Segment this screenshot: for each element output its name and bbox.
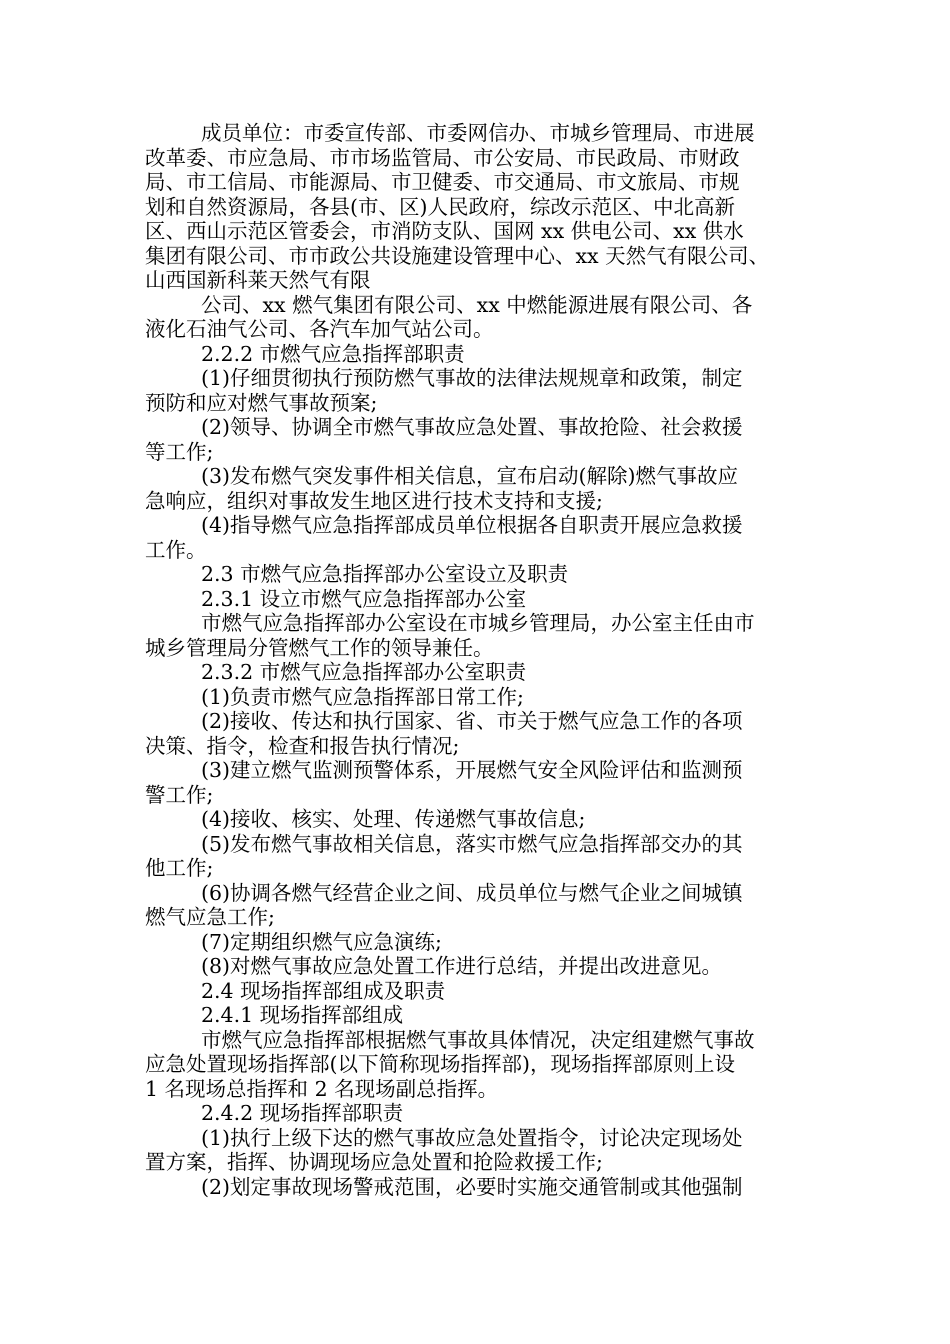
text-line: (2)接收、传达和执行国家、省、市关于燃气应急工作的各项 <box>201 709 743 733</box>
text-line: 决策、指令，检查和报告执行情况; <box>145 733 460 758</box>
text-line: 他工作; <box>145 856 214 880</box>
text-line: 局、市工信局、市能源局、市卫健委、市交通局、市文旅局、市规 <box>145 170 740 194</box>
text-line: 2.3.1 设立市燃气应急指挥部办公室 <box>201 586 527 611</box>
text-line: 燃气应急工作; <box>145 905 275 929</box>
text-line: 1 名现场总指挥和 2 名现场副总指挥。 <box>145 1076 499 1101</box>
text-line: (1)负责市燃气应急指挥部日常工作; <box>201 684 524 709</box>
text-line: (3)建立燃气监测预警体系，开展燃气安全风险评估和监测预 <box>201 758 743 782</box>
text-line: (2)划定事故现场警戒范围，必要时实施交通管制或其他强制 <box>201 1174 743 1199</box>
text-line: 置方案，指挥、协调现场应急处置和抢险救援工作; <box>145 1150 603 1174</box>
text-line: (4)接收、核实、处理、传递燃气事故信息; <box>201 807 586 831</box>
text-line: (6)协调各燃气经营企业之间、成员单位与燃气企业之间城镇 <box>201 880 743 905</box>
text-line: 警工作; <box>145 782 214 807</box>
text-line: 2.2.2 市燃气应急指挥部职责 <box>201 341 465 366</box>
text-line: 液化石油气公司、各汽车加气站公司。 <box>145 317 494 341</box>
text-line: (8)对燃气事故应急处置工作进行总结，并提出改进意见。 <box>201 954 723 978</box>
text-line: 公司、xx 燃气集团有限公司、xx 中燃能源进展有限公司、各 <box>201 292 753 317</box>
text-line: (3)发布燃气突发事件相关信息，宣布启动(解除)燃气事故应 <box>201 464 739 488</box>
text-line: (4)指导燃气应急指挥部成员单位根据各自职责开展应急救援 <box>201 513 743 537</box>
text-line: 等工作; <box>145 439 214 464</box>
text-line: 急响应，组织对事故发生地区进行技术支持和支援; <box>145 488 603 513</box>
text-line: 城乡管理局分管燃气工作的领导兼任。 <box>145 635 494 660</box>
text-line: (5)发布燃气事故相关信息，落实市燃气应急指挥部交办的其 <box>201 831 743 856</box>
text-line: 2.3.2 市燃气应急指挥部办公室职责 <box>201 660 527 684</box>
text-line: (1)执行上级下达的燃气事故应急处置指令，讨论决定现场处 <box>201 1125 743 1150</box>
text-line: 成员单位：市委宣传部、市委网信办、市城乡管理局、市进展 <box>201 121 755 145</box>
text-line: 应急处置现场指挥部(以下简称现场指挥部)，现场指挥部原则上设 <box>145 1052 735 1076</box>
text-line: 市燃气应急指挥部办公室设在市城乡管理局，办公室主任由市 <box>201 611 755 635</box>
text-line: 集团有限公司、市市政公共设施建设管理中心、xx 天然气有限公司、 <box>145 243 770 268</box>
text-line: 2.4.2 现场指挥部职责 <box>201 1101 404 1125</box>
text-line: 山西国新科莱天然气有限 <box>145 268 371 292</box>
text-line: 改革委、市应急局、市市场监管局、市公安局、市民政局、市财政 <box>145 145 740 170</box>
document-body <box>145 121 825 1199</box>
text-line: 2.4 现场指挥部组成及职责 <box>201 978 446 1003</box>
text-line: 工作。 <box>145 537 207 562</box>
text-line: 预防和应对燃气事故预案; <box>145 390 378 415</box>
text-line: 划和自然资源局，各县(市、区)人民政府，综改示范区、中北高新 <box>145 194 735 219</box>
text-line: (1)仔细贯彻执行预防燃气事故的法律法规规章和政策，制定 <box>201 366 743 390</box>
text-line: (2)领导、协调全市燃气事故应急处置、事故抢险、社会救援 <box>201 415 743 439</box>
text-line: 2.3 市燃气应急指挥部办公室设立及职责 <box>201 562 569 586</box>
text-line: (7)定期组织燃气应急演练; <box>201 929 442 954</box>
text-line: 2.4.1 现场指挥部组成 <box>201 1003 404 1027</box>
text-line: 市燃气应急指挥部根据燃气事故具体情况，决定组建燃气事故 <box>201 1027 755 1052</box>
text-line: 区、西山示范区管委会，市消防支队、国网 xx 供电公司、xx 供水 <box>145 219 744 243</box>
